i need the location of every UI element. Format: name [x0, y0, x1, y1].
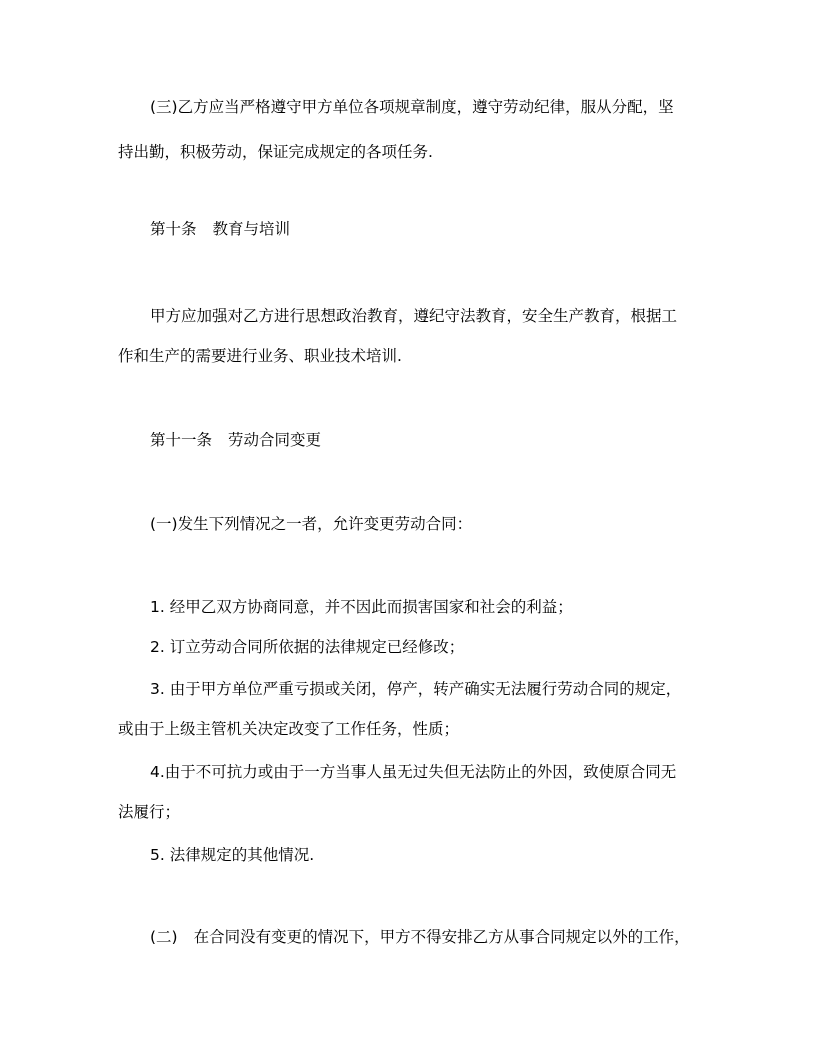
list-item-2: 2. 订立劳动合同所依据的法律规定已经修改； — [150, 638, 465, 656]
list-item-5: 5. 法律规定的其他情况. — [150, 846, 315, 864]
article-10-body-line-1: 甲方应加强对乙方进行思想政治教育，遵纪守法教育，安全生产教育，根据工 — [150, 307, 678, 325]
article-10-body-line-2: 作和生产的需要进行业务、职业技术培训. — [118, 347, 402, 365]
list-item-1: 1. 经甲乙双方协商同意，并不因此而损害国家和社会的利益； — [150, 598, 573, 616]
article-10-title: 教育与培训 — [212, 220, 291, 238]
article-11-heading — [150, 430, 321, 450]
article-11-title: 劳动合同变更 — [228, 431, 322, 449]
list-item-3-line-2: 或由于上级主管机关决定改变了工作任务，性质； — [118, 720, 460, 738]
article-11-number: 第十一条 — [150, 431, 213, 449]
article-10-number: 第十条 — [150, 220, 197, 238]
list-item-4-line-2: 法履行； — [118, 803, 181, 821]
article-11-clause-1: (一)发生下列情况之一者，允许变更劳动合同： — [150, 515, 473, 533]
clause-2-label: (二) — [150, 928, 178, 946]
article-11-clause-2 — [150, 927, 690, 947]
para-3-line-1: (三)乙方应当严格遵守甲方单位各项规章制度，遵守劳动纪律，服从分配，坚 — [150, 98, 674, 116]
article-10-heading — [150, 219, 290, 239]
list-item-4-line-1: 4.由于不可抗力或由于一方当事人虽无过失但无法防止的外因，致使原合同无 — [150, 763, 677, 781]
list-item-3-line-1: 3. 由于甲方单位严重亏损或关闭，停产，转产确实无法履行劳动合同的规定， — [150, 680, 682, 698]
clause-2-text: 在合同没有变更的情况下，甲方不得安排乙方从事合同规定以外的工作， — [193, 928, 690, 946]
para-3-line-2: 持出勤，积极劳动，保证完成规定的各项任务. — [118, 143, 433, 161]
